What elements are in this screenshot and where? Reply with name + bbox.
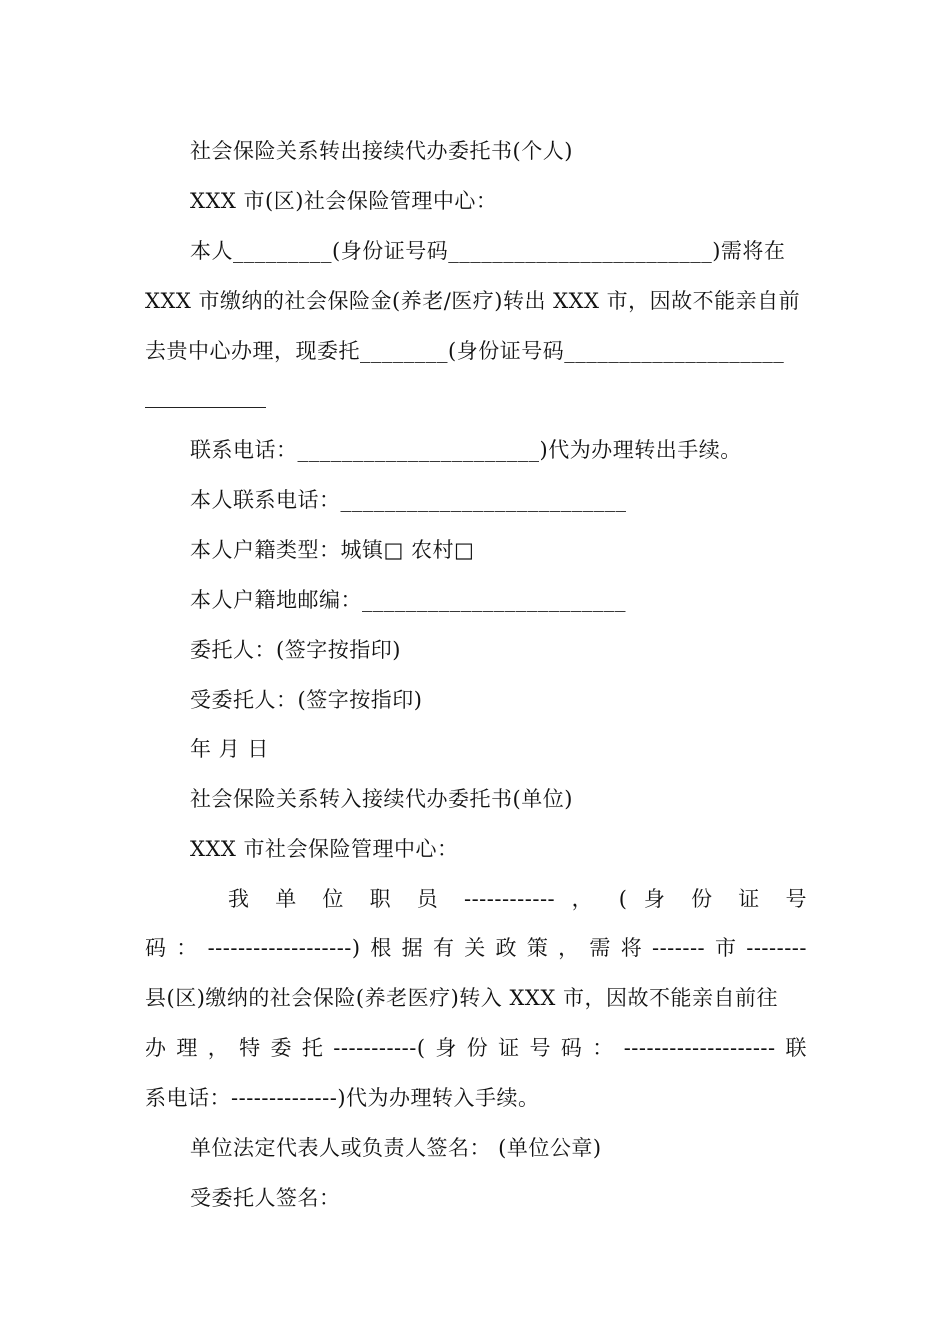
recipient-line: XXX 市(区)社会保险管理中心： — [190, 189, 498, 213]
paragraph-line: XXX 市缴纳的社会保险金(养老/医疗)转出 XXX 市，因故不能亲自前 — [145, 289, 801, 313]
title-unit: 社会保险关系转入接续代办委托书(单位) — [190, 787, 573, 811]
fill-in-underline — [145, 407, 266, 408]
recipient-line: XXX 市社会保险管理中心： — [190, 837, 459, 861]
household-type-line: 本人户籍类型：城镇□ 农村□ — [190, 538, 475, 562]
agent-signature-line: 受委托人：(签字按指印) — [190, 688, 423, 712]
paragraph-line: 县(区)缴纳的社会保险(养老医疗)转入 XXX 市，因故不能亲自前往 — [145, 986, 778, 1010]
paragraph-line: 码：-------------------)根据有关政策，需将-------市-------- — [145, 936, 807, 960]
paragraph-line: 办理，特委托-----------(身份证号码：--------------------联 — [145, 1036, 807, 1060]
paragraph-line: 联系电话：______________________)代为办理转出手续。 — [190, 438, 742, 462]
paragraph-line: 本人_________(身份证号码________________________)需将在 — [190, 239, 786, 263]
paragraph-line: 去贵中心办理，现委托________(身份证号码____________________ — [145, 339, 785, 363]
postcode-field-line: 本人户籍地邮编：________________________ — [190, 588, 626, 612]
paragraph-line: 系电话：--------------)代为办理转入手续。 — [145, 1086, 540, 1110]
phone-field-line: 本人联系电话：__________________________ — [190, 488, 627, 512]
principal-signature-line: 委托人：(签字按指印) — [190, 638, 401, 662]
date-line: 年 月 日 — [190, 737, 269, 761]
agent-signature-line: 受委托人签名： — [190, 1186, 341, 1210]
title-personal: 社会保险关系转出接续代办委托书(个人) — [190, 139, 573, 163]
representative-signature-line: 单位法定代表人或负责人签名： (单位公章) — [190, 1136, 602, 1160]
paragraph-line: 我 单 位 职 员 ------------ ， ( 身 份 证 号 — [228, 887, 807, 911]
